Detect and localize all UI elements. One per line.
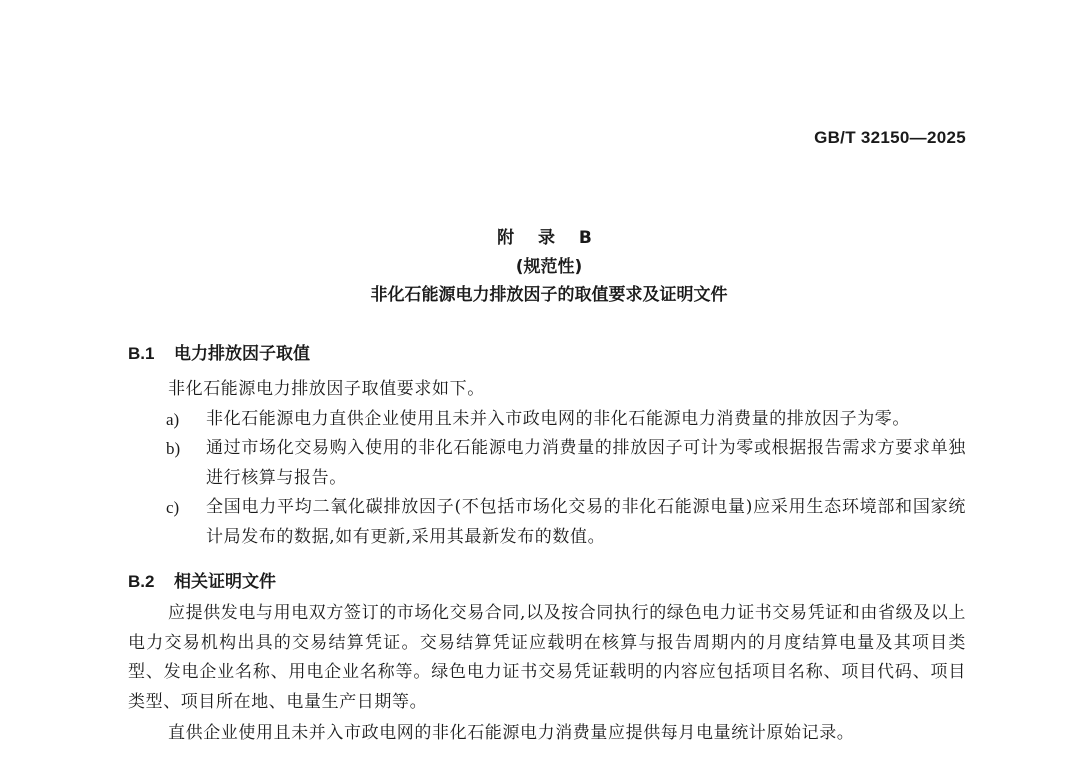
section-title: 电力排放因子取值 (174, 344, 310, 364)
list-item-mark: b) (166, 439, 181, 458)
list-item-text: 非化石能源电力直供企业使用且未并入市政电网的非化石能源电力消费量的排放因子为零。 (206, 409, 910, 429)
section-heading-b1 (128, 339, 310, 364)
list-item-mark: c) (166, 498, 180, 517)
section-b1-intro: 非化石能源电力排放因子取值要求如下。 (168, 379, 485, 399)
list-item-text: 全国电力平均二氧化碳排放因子(不包括市场化交易的非化石能源电量)应采用生态环境部和国家统计局发布的数据,如有更新,采用其最新发布的数值。 (206, 497, 966, 547)
section-b2-paragraph: 应提供发电与用电双方签订的市场化交易合同,以及按合同执行的绿色电力证书交易凭证和由省级及以上电力交易机构出具的交易结算凭证。交易结算凭证应载明在核算与报告周期内的月度结算电量及其项目类型、发电企业名称、用电企业名称等。绿色电力证书交易凭证载明的内容应包括项目名称、项目代码、项目类型、项目所在地、电量生产日期等。 (128, 603, 967, 712)
section-heading-b2 (128, 567, 276, 592)
list-item (166, 434, 966, 493)
list-item (166, 405, 966, 435)
section-number: B.2 (128, 572, 155, 591)
list-item-text: 通过市场化交易购入使用的非化石能源电力消费量的排放因子可计为零或根据报告需求方要求单独进行核算与报告。 (206, 438, 966, 488)
list-item-mark: a) (166, 410, 180, 429)
appendix-type: (规范性) (515, 257, 583, 277)
standard-code: GB/T 32150—2025 (814, 128, 966, 147)
section-b2-paragraph: 直供企业使用且未并入市政电网的非化石能源电力消费量应提供每月电量统计原始记录。 (168, 723, 855, 743)
section-number: B.1 (128, 344, 155, 363)
appendix-title: 非化石能源电力排放因子的取值要求及证明文件 (370, 285, 728, 305)
section-title: 相关证明文件 (174, 572, 276, 592)
list-item (166, 493, 966, 552)
appendix-label: 附 录 B (497, 228, 601, 248)
